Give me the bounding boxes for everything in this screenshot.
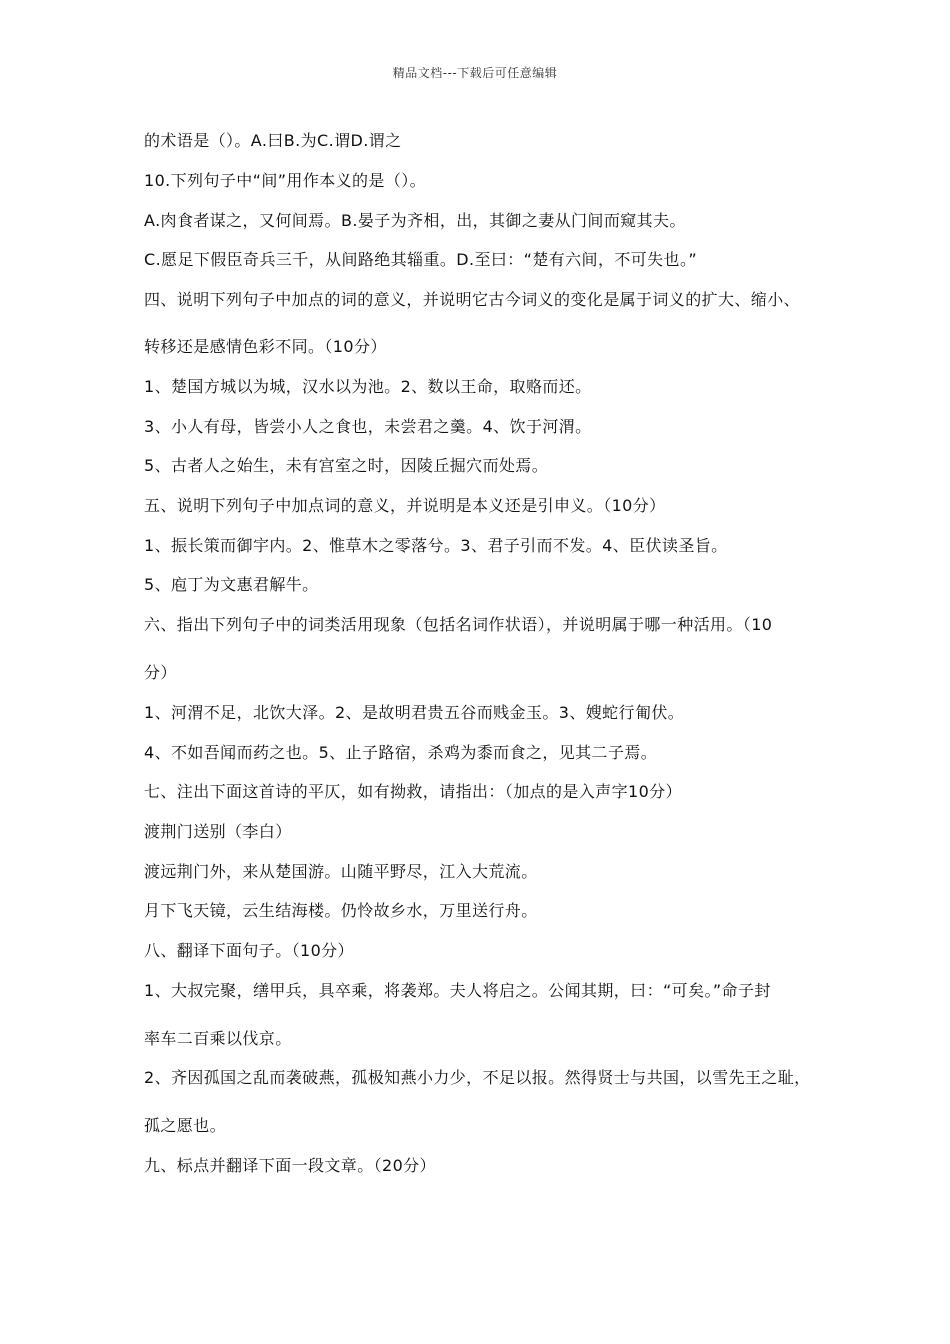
question-10-options-cd: C.愿足下假臣奇兵三千，从间路绝其辎重。D.至曰：“楚有六间，不可失也。” bbox=[144, 250, 698, 269]
section-4-heading: 四、说明下列句子中加点的词的意义，并说明它古今词义的变化是属于词义的扩大、缩小、 bbox=[144, 290, 801, 309]
section-5-item: 1、振长策而御宇内。2、惟草木之零落兮。3、君子引而不发。4、臣伏读圣旨。 bbox=[144, 536, 728, 555]
page-header: 精品文档---下载后可任意编辑 bbox=[392, 66, 558, 80]
poem-line: 渡远荆门外，来从楚国游。山随平野尽，江入大荒流。 bbox=[144, 862, 538, 881]
section-4-heading-cont: 转移还是感情色彩不同。（10分） bbox=[144, 337, 387, 356]
question-10: 10.下列句子中“间”用作本义的是（）。 bbox=[144, 171, 427, 190]
section-6-heading-cont: 分） bbox=[144, 663, 177, 682]
section-6-item: 1、河渭不足，北饮大泽。2、是故明君贵五谷而贱金玉。3、嫂蛇行匍伏。 bbox=[144, 703, 685, 722]
section-4-item: 5、古者人之始生，未有宫室之时，因陵丘掘穴而处焉。 bbox=[144, 456, 549, 475]
section-5-item: 5、庖丁为文惠君解牛。 bbox=[144, 575, 319, 594]
section-4-item: 3、小人有母，皆尝小人之食也，未尝君之羹。4、饮于河渭。 bbox=[144, 417, 592, 436]
section-9-heading: 九、标点并翻译下面一段文章。（20分） bbox=[144, 1156, 436, 1175]
question-10-options-ab: A.肉食者谋之，又何间焉。B.晏子为齐相，出，其御之妻从门间而窥其夫。 bbox=[144, 211, 686, 230]
section-8-item-cont: 率车二百乘以伐京。 bbox=[144, 1029, 292, 1048]
poem-line: 月下飞天镜，云生结海楼。仍怜故乡水，万里送行舟。 bbox=[144, 901, 538, 920]
section-7-heading: 七、注出下面这首诗的平仄，如有拗救，请指出：（加点的是入声字10分） bbox=[144, 782, 682, 801]
section-8-item: 1、大叔完聚，缮甲兵，具卒乘，将袭郑。夫人将启之。公闻其期，曰：“可矣。”命子封 bbox=[144, 981, 771, 1000]
text-line: 的术语是（）。A.曰B.为C.谓D.谓之 bbox=[144, 131, 402, 150]
section-8-heading: 八、翻译下面句子。（10分） bbox=[144, 941, 354, 960]
section-4-item: 1、楚国方城以为城，汉水以为池。2、数以王命，取赂而还。 bbox=[144, 377, 592, 396]
poem-title: 渡荆门送别（李白） bbox=[144, 822, 292, 841]
section-6-heading: 六、指出下列句子中的词类活用现象（包括名词作状语），并说明属于哪一种活用。（10 bbox=[144, 615, 773, 634]
section-8-item-cont: 孤之愿也。 bbox=[144, 1116, 227, 1135]
section-8-item: 2、齐因孤国之乱而袭破燕，孤极知燕小力少，不足以报。然得贤士与共国，以雪先王之耻， bbox=[144, 1068, 811, 1087]
section-6-item: 4、不如吾闻而药之也。5、止子路宿，杀鸡为黍而食之，见其二子焉。 bbox=[144, 743, 658, 762]
section-5-heading: 五、说明下列句子中加点词的意义，并说明是本义还是引申义。（10分） bbox=[144, 496, 666, 515]
